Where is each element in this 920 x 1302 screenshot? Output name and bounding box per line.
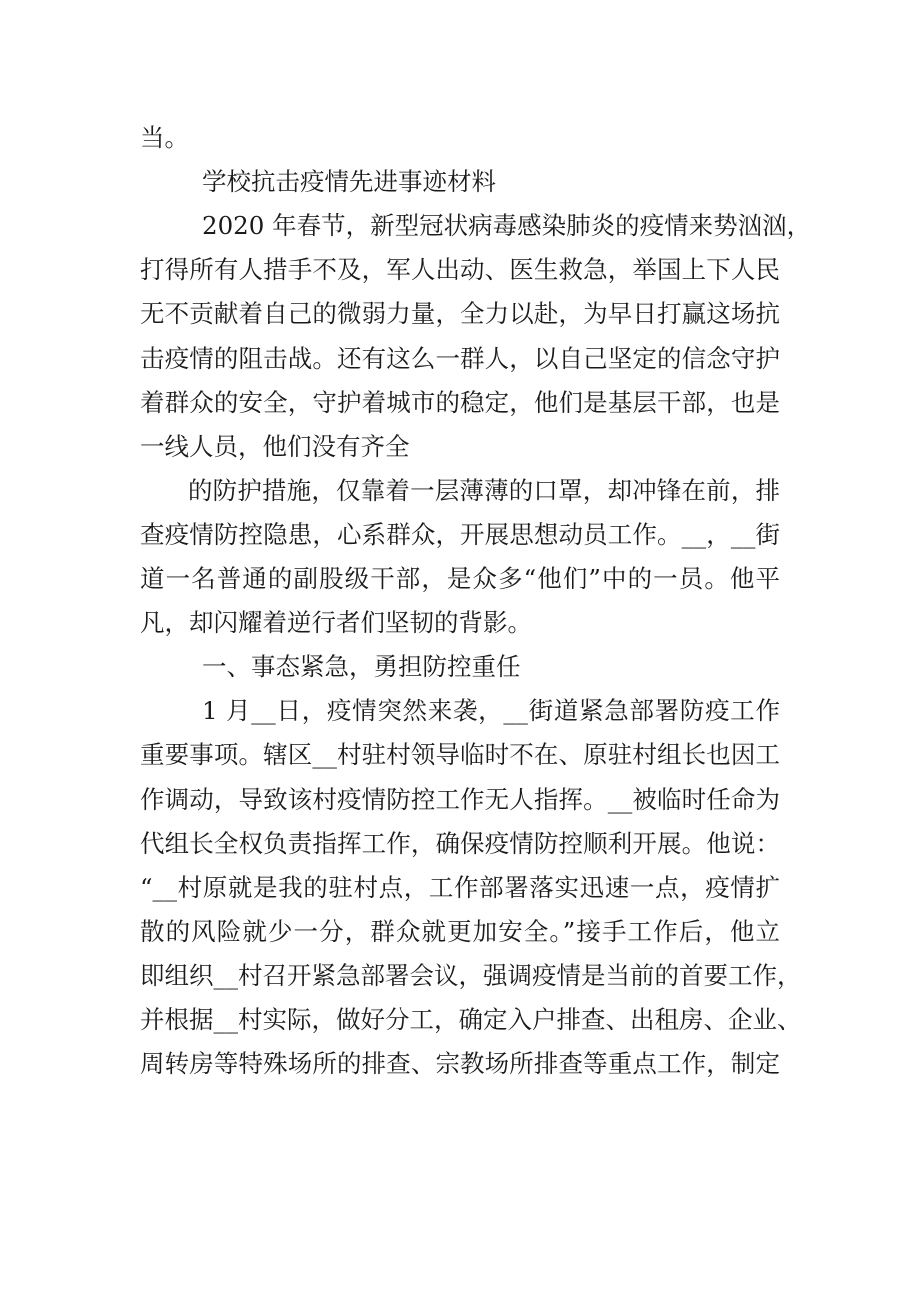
text-line: 代组长全权负责指挥工作，确保疫情防控顺利开展。他说：	[140, 829, 780, 858]
text-line: 1 月__日，疫情突然来袭，__街道紧急部署防疫工作	[202, 696, 780, 725]
text-line: 着群众的安全，守护着城市的稳定，他们是基层干部，也是	[140, 388, 780, 417]
text-line: 重要事项。辖区__村驻村领导临时不在、原驻村组长也因工	[140, 740, 780, 769]
text-line: 即组织__村召开紧急部署会议，强调疫情是当前的首要工作，	[140, 961, 802, 990]
text-line: 道一名普通的副股级干部，是众多“他们”中的一员。他平	[140, 564, 780, 593]
text-line: 散的风险就少一分，群众就更加安全。”接手工作后，他立	[140, 917, 780, 946]
text-line: 作调动，导致该村疫情防控工作无人指挥。__被临时任命为	[140, 785, 780, 814]
text-line: “__村原就是我的驻村点，工作部署落实迅速一点，疫情扩	[140, 873, 780, 902]
text-line: 周转房等特殊场所的排查、宗教场所排查等重点工作，制定	[140, 1049, 780, 1078]
text-line: 击疫情的阻击战。还有这么一群人，以自己坚定的信念守护	[140, 344, 780, 373]
text-line: 凡，却闪耀着逆行者们坚韧的背影。	[140, 608, 532, 637]
text-line: 打得所有人措手不及，军人出动、医生救急，举国上下人民	[140, 255, 780, 284]
text-line: 无不贡献着自己的微弱力量，全力以赴，为早日打赢这场抗	[140, 299, 780, 328]
text-line: 一线人员，他们没有齐全	[140, 432, 410, 461]
text-line: 2020 年春节，新型冠状病毒感染肺炎的疫情来势汹汹，	[202, 211, 812, 240]
text-line: 当。	[140, 123, 189, 152]
text-line: 学校抗击疫情先进事迹材料	[202, 167, 496, 196]
text-line: 并根据__村实际，做好分工，确定入户排查、出租房、企业、	[140, 1005, 802, 1034]
text-line: 一、事态紧急，勇担防控重任	[202, 652, 521, 681]
text-line: 查疫情防控隐患，心系群众，开展思想动员工作。__，__街	[140, 520, 780, 549]
text-line: 的防护措施，仅靠着一层薄薄的口罩，却冲锋在前，排	[188, 476, 780, 505]
